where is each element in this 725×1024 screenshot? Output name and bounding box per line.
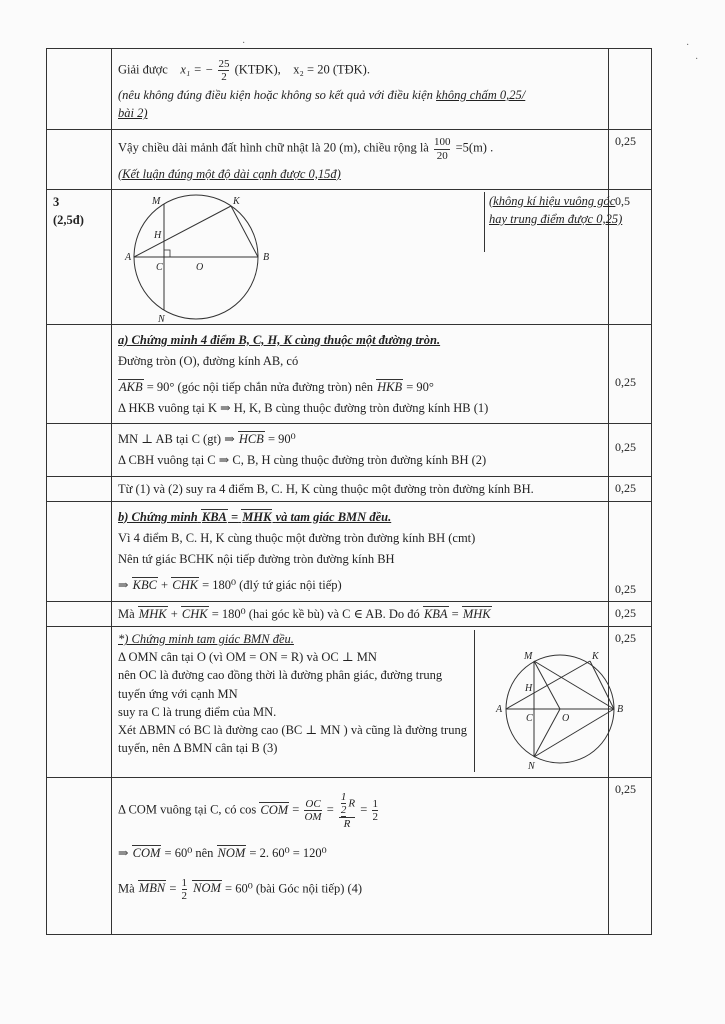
fraction [341, 791, 347, 817]
content-cell [112, 602, 609, 627]
text: = [451, 607, 459, 622]
text: (KTĐK), [234, 62, 281, 77]
text: Xét ΔBMN có BC là đường cao (BC ⊥ MN ) và cũng là đường trung tuyến, nên Δ BMN cân tại B (3) [118, 722, 467, 755]
score-value: 0,25 [615, 581, 636, 596]
angle: HCB [238, 432, 264, 447]
note-underlined: không chấm 0,25/ [436, 88, 526, 103]
fraction [218, 58, 229, 83]
content-cell: Δ COM vuông tại C, có cos COM = $\frac{OC}{OM}$ = $\frac{1}{2}$ R R = $\frac{1}{2}$ ⇒ COM = 60⁰ nên NOM = 2. 60⁰ = 120⁰ Mà MBN = $\frac{1}{2}$ NOM = 60⁰ (bài Góc nội tiếp) (4) [112, 778, 609, 935]
num: OC [305, 798, 321, 811]
score-cell [609, 49, 652, 130]
question-cell [47, 501, 112, 601]
question-cell [47, 602, 112, 627]
text: b) Chứng minh [118, 509, 198, 524]
chord-nb [534, 709, 614, 757]
table-row [47, 501, 652, 601]
note: (nêu không đúng điều kiện hoặc không so kết quả với điều kiện [118, 88, 433, 103]
text: MN ⊥ AB tại C (gt) ⇒ [118, 432, 235, 447]
label-m: M [524, 651, 533, 663]
angle: MHK [242, 509, 272, 524]
angle: KBC [132, 578, 157, 592]
scan-dot: · [242, 38, 246, 49]
table-row [47, 324, 652, 424]
angle: KBA [423, 607, 448, 622]
table-row [47, 189, 652, 324]
chord-kb [231, 206, 258, 257]
angle: MHK [462, 607, 491, 622]
table-row [47, 476, 652, 501]
text: = 90⁰ [267, 432, 296, 447]
text: ⇒ [118, 846, 129, 861]
angle: CHK [172, 578, 198, 592]
text: = 180⁰ (đlý tứ giác nội tiếp) [202, 578, 342, 592]
text: Vậy chiều dài mảnh đất hình chữ nhật là 20 (m), chiều rộng là [118, 140, 429, 155]
right-angle-mark [164, 250, 170, 257]
scan-dot: · [686, 40, 690, 51]
text: =5(m) . [455, 140, 494, 155]
text: Đường tròn (O), đường kính AB, có [118, 353, 299, 368]
score: 0,25 [609, 778, 652, 935]
text: + [170, 607, 178, 622]
angle: KBA [201, 509, 227, 524]
label-n: N [158, 313, 165, 324]
num [339, 791, 355, 818]
score: 0,25 [609, 627, 652, 778]
math-x1: x₁ = − [180, 62, 214, 77]
label-h: H [525, 683, 533, 695]
question-cell [47, 324, 112, 424]
num: 100 [433, 136, 451, 149]
fraction [304, 798, 321, 823]
fraction [434, 136, 451, 161]
text: Mà [118, 881, 135, 896]
question-cell [47, 476, 112, 501]
score-value: 0,25 [615, 440, 636, 455]
angle: NOM [217, 846, 246, 861]
score [609, 424, 652, 476]
table-row [47, 130, 652, 189]
angle: COM [132, 846, 161, 861]
chord-ak [134, 206, 231, 257]
table-row [47, 49, 652, 130]
note: (không kí hiệu vuông góc hay trung điểm được 0,25) [484, 192, 629, 252]
angle: MHK [138, 607, 167, 622]
fraction [372, 798, 378, 823]
question-cell [47, 189, 112, 324]
note-underlined: bài 2) [118, 106, 148, 121]
angle: COM [260, 802, 289, 817]
table-row [47, 778, 652, 935]
text: và tam giác BMN đều. [275, 509, 392, 524]
text: = 2. 60⁰ = 120⁰ [249, 846, 327, 861]
score [609, 501, 652, 601]
text: = [231, 509, 239, 524]
score: 0,25 [609, 130, 652, 189]
text: Giải được [118, 62, 168, 77]
content-cell: Từ (1) và (2) suy ra 4 điểm B, C. H, K cùng thuộc một đường tròn đường kính BH. [112, 476, 609, 501]
geometry-figure-2 [490, 647, 630, 777]
radius-om [534, 661, 560, 709]
score [609, 324, 652, 424]
label-o: O [562, 713, 570, 725]
label-b: B [617, 704, 624, 716]
den: 2 [181, 889, 187, 902]
text: Δ CBH vuông tại C ⇒ C, B, H cùng thuộc đường tròn đường kính BH (2) [118, 453, 487, 468]
radius-on [534, 709, 560, 757]
text: Vì 4 điểm B, C. H, K cùng thuộc một đường tròn đường kính BH (cmt) [118, 530, 476, 545]
label-b: B [263, 251, 270, 263]
content-cell [112, 130, 609, 189]
question-cell [47, 424, 112, 476]
question-cell [47, 778, 112, 935]
text: Δ OMN cân tại O (vì OM = ON = R) và OC ⊥ MN [118, 650, 377, 665]
chord-ak [506, 661, 590, 709]
num: 1 [181, 876, 187, 889]
label-c: C [156, 261, 163, 273]
content-cell [112, 501, 609, 601]
score: 0,25 [609, 476, 652, 501]
den: 2 [221, 71, 227, 84]
table-row [47, 602, 652, 627]
angle: CHK [181, 607, 208, 622]
label-a: A [496, 704, 503, 716]
angle: HKB [377, 380, 403, 394]
label-k: K [592, 651, 599, 663]
text: Nên tứ giác BCHK nội tiếp đường tròn đường kính BH [118, 551, 395, 566]
label-c: C [526, 713, 533, 725]
question-cell [47, 130, 112, 189]
content-cell [112, 49, 609, 130]
text: Δ HKB vuông tại K ⇒ H, K, B cùng thuộc đường tròn đường kính HB (1) [118, 401, 489, 416]
table-row [47, 424, 652, 476]
den: 2 [372, 811, 378, 824]
label-h: H [154, 229, 162, 241]
text: R [348, 797, 356, 810]
text: = 60⁰ (bài Góc nội tiếp) (4) [225, 881, 363, 896]
label-k: K [233, 195, 240, 207]
num: 1 [340, 791, 347, 804]
content-cell [112, 424, 609, 476]
grading-table [46, 48, 652, 935]
text: ⇒ [118, 578, 129, 592]
question-cell [47, 49, 112, 130]
label-o: O [196, 261, 204, 273]
label-a: A [125, 251, 132, 263]
question-number: 3 [53, 194, 60, 209]
content-cell [112, 324, 609, 424]
score: 0,25 [609, 602, 652, 627]
text: = 60⁰ nên [164, 846, 214, 861]
text: = 90° [406, 380, 434, 394]
content-cell [112, 627, 624, 778]
label-m: M [152, 195, 161, 207]
den: 20 [436, 149, 448, 162]
fraction [339, 791, 355, 830]
text: Δ COM vuông tại C, có cos [118, 802, 257, 817]
score: 0,5 [609, 189, 652, 324]
score-value: 0,25 [615, 374, 636, 389]
text: + [161, 578, 169, 592]
section-title: a) Chứng minh 4 điểm B, C, H, K cùng thuộc một đường tròn. [118, 332, 441, 347]
text: = [169, 881, 177, 896]
section-title: *) Chứng minh tam giác BMN đều. [118, 632, 294, 647]
geometry-figure [116, 192, 276, 324]
math-x2: x₂ = 20 (TĐK). [293, 62, 370, 77]
fraction [182, 877, 188, 902]
den: OM [304, 811, 322, 824]
text: nên OC là đường cao đồng thời là đường phân giác, đường trung tuyến ứng với cạnh MN [118, 668, 443, 701]
question-cell [47, 627, 112, 778]
angle: AKB [119, 380, 143, 394]
angle: MBN [138, 881, 166, 896]
num: 25 [218, 58, 230, 70]
label-n: N [528, 761, 535, 773]
scan-dot: · [695, 54, 699, 65]
text: = 180⁰ (hai góc kề bù) và C ∈ AB. Do đó [211, 607, 420, 622]
question-points: (2,5đ) [53, 212, 84, 227]
text: Mà [118, 607, 135, 622]
text: suy ra C là trung điểm của MN. [118, 704, 277, 719]
angle: NOM [193, 881, 221, 896]
text: = 90° (góc nội tiếp chắn nửa đường tròn) nên [146, 380, 373, 394]
num: 1 [372, 798, 378, 811]
note: (Kết luận đúng một độ dài cạnh được 0,15đ) [118, 166, 341, 181]
section-title [118, 508, 602, 526]
den: 2 [340, 804, 347, 817]
den: R [343, 818, 351, 831]
table-row [47, 627, 652, 778]
